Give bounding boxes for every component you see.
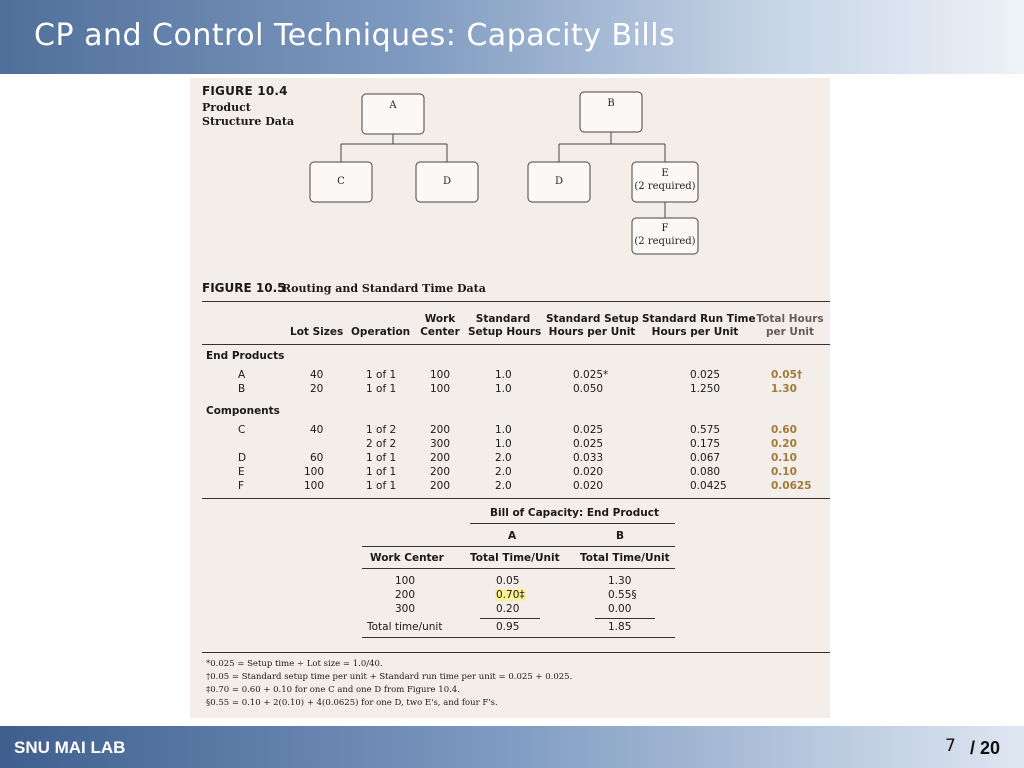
product-structure-diagram — [190, 78, 830, 268]
capacity-bill-header-bottom-rule — [362, 568, 675, 569]
header-run-time-line-1: Standard Run Time — [642, 313, 756, 325]
capacity-bill-header-work-center: Work Center — [370, 552, 444, 564]
cell-total-hours: 0.10 — [771, 452, 797, 464]
cell-run-time: 0.575 — [690, 424, 721, 436]
header-total-hours — [752, 313, 828, 339]
cell-lot-size: 100 — [304, 480, 325, 492]
cell-work-center: 200 — [430, 480, 451, 492]
capacity-bill-col-b: B — [616, 530, 625, 542]
cell-lot-size: 100 — [304, 466, 325, 478]
footnote-1: *0.025 = Setup time ÷ Lot size = 1.0/40. — [206, 659, 383, 669]
node-e-note: (2 required) — [634, 181, 696, 192]
node-d-right-label: D — [554, 176, 564, 187]
node-a-label: A — [389, 100, 397, 111]
cell-setup-hours: 2.0 — [495, 480, 512, 492]
cell-lot-size: 20 — [310, 383, 324, 395]
cell-work-center: 100 — [430, 383, 451, 395]
footer-lab-name: SNU MAI LAB — [14, 738, 126, 757]
cell-setup-hours: 2.0 — [495, 466, 512, 478]
cell-total-hours: 0.0625 — [771, 480, 812, 492]
header-setup-hours-line-2: Setup Hours — [468, 326, 542, 338]
figure-10-4-caption-line-2: Structure Data — [202, 115, 295, 128]
cell-operation: 1 of 2 — [366, 424, 397, 436]
capacity-cell-b: 0.00 — [608, 603, 632, 615]
page-total: / 20 — [970, 738, 1001, 758]
cell-setup-per-unit: 0.025 — [573, 424, 604, 436]
cell-run-time: 0.0425 — [690, 480, 727, 492]
capacity-cell-work-center: 200 — [395, 589, 416, 601]
cell-operation: 1 of 1 — [366, 480, 397, 492]
cell-setup-hours: 2.0 — [495, 452, 512, 464]
cell-operation: 1 of 1 — [366, 452, 397, 464]
capacity-sum-rule-b — [595, 618, 655, 619]
cell-setup-per-unit: 0.025 — [573, 438, 604, 450]
cell-work-center: 200 — [430, 424, 451, 436]
footnote-2: †0.05 = Standard setup time per unit + Standard run time per unit = 0.025 + 0.025. — [206, 672, 573, 682]
node-b-label: B — [607, 98, 615, 109]
cell-setup-hours: 1.0 — [495, 369, 512, 381]
figure-10-4-label: FIGURE 10.4 — [202, 84, 288, 98]
footnote-4: §0.55 = 0.10 + 2(0.10) + 4(0.0625) for one D, two E's, and four F's. — [206, 698, 498, 708]
cell-setup-per-unit: 0.025* — [573, 369, 609, 381]
header-setup-hours — [468, 313, 542, 339]
cell-work-center: 300 — [430, 438, 451, 450]
capacity-cell-b: 1.30 — [608, 575, 632, 587]
scanned-textbook-page — [190, 78, 830, 718]
cell-operation: 2 of 2 — [366, 438, 397, 450]
cell-setup-hours: 1.0 — [495, 424, 512, 436]
cell-operation: 1 of 1 — [366, 383, 397, 395]
capacity-bill-title-rule — [470, 523, 675, 524]
capacity-total-label: Total time/unit — [367, 621, 443, 633]
capacity-cell-work-center: 100 — [395, 575, 416, 587]
page-number: 7 — [945, 736, 956, 756]
cell-run-time: 1.250 — [690, 383, 721, 395]
cell-item: E — [238, 466, 245, 478]
slide-title: CP and Control Techniques: Capacity Bills — [34, 18, 676, 53]
header-total-hours-line-1: Total Hours — [756, 313, 824, 325]
cell-item: D — [238, 452, 247, 464]
cell-item: F — [238, 480, 245, 492]
header-run-time — [642, 313, 756, 339]
capacity-total-b: 1.85 — [608, 621, 632, 633]
cell-lot-size: 60 — [310, 452, 324, 464]
cell-run-time: 0.025 — [690, 369, 721, 381]
figure-10-4-caption-line-1: Product — [202, 101, 251, 114]
cell-operation: 1 of 1 — [366, 369, 397, 381]
cell-setup-per-unit: 0.050 — [573, 383, 604, 395]
header-run-time-line-2: Hours per Unit — [651, 326, 739, 338]
footnote-3: ‡0.70 = 0.60 + 0.10 for one C and one D from Figure 10.4. — [206, 685, 460, 695]
cell-lot-size: 40 — [310, 369, 324, 381]
header-setup-per-unit-line-2: Hours per Unit — [548, 326, 636, 338]
node-d-left-label: D — [442, 176, 452, 187]
header-work-center-line-2: Center — [420, 326, 460, 338]
capacity-cell-a: 0.70‡ — [496, 589, 525, 601]
cell-total-hours: 0.20 — [771, 438, 797, 450]
section-components: Components — [206, 405, 280, 417]
header-setup-hours-line-1: Standard — [475, 313, 531, 325]
capacity-total-a: 0.95 — [496, 621, 520, 633]
node-f-note: (2 required) — [634, 236, 696, 247]
header-lot-sizes: Lot Sizes — [290, 326, 344, 338]
capacity-bill-head-rule — [362, 546, 675, 547]
header-work-center-line-1: Work — [424, 313, 456, 325]
cell-item: B — [238, 383, 246, 395]
cell-total-hours: 1.30 — [771, 383, 797, 395]
header-bottom-rule — [202, 344, 830, 345]
table-top-rule — [202, 301, 830, 302]
capacity-sum-rule-a — [480, 618, 540, 619]
cell-total-hours: 0.10 — [771, 466, 797, 478]
cell-operation: 1 of 1 — [366, 466, 397, 478]
cell-work-center: 200 — [430, 452, 451, 464]
capacity-bill-header-time-b: Total Time/Unit — [580, 552, 670, 564]
cell-item: C — [238, 424, 246, 436]
cell-item: A — [238, 369, 246, 381]
cell-total-hours: 0.60 — [771, 424, 797, 436]
cell-work-center: 200 — [430, 466, 451, 478]
capacity-bill-col-a: A — [508, 530, 517, 542]
cell-total-hours: 0.05† — [771, 369, 803, 381]
cell-setup-per-unit: 0.020 — [573, 480, 604, 492]
figure-10-5-caption: Routing and Standard Time Data — [282, 282, 486, 295]
header-total-hours-line-2: per Unit — [765, 326, 815, 338]
cell-setup-hours: 1.0 — [495, 383, 512, 395]
capacity-bill-header-time-a: Total Time/Unit — [470, 552, 560, 564]
capacity-cell-a: 0.20 — [496, 603, 520, 615]
header-operation: Operation — [351, 326, 411, 338]
capacity-cell-a: 0.05 — [496, 575, 520, 587]
cell-run-time: 0.080 — [690, 466, 721, 478]
node-f-label: F — [661, 223, 669, 234]
capacity-cell-work-center: 300 — [395, 603, 416, 615]
cell-setup-per-unit: 0.020 — [573, 466, 604, 478]
section-end-products: End Products — [206, 350, 285, 362]
table-bottom-rule — [202, 498, 830, 499]
header-setup-per-unit — [546, 313, 638, 339]
header-work-center — [418, 313, 462, 339]
title-bar — [0, 0, 1024, 74]
node-e-label: E — [661, 168, 669, 179]
cell-setup-per-unit: 0.033 — [573, 452, 604, 464]
header-setup-per-unit-line-1: Standard Setup — [546, 313, 639, 325]
cell-work-center: 100 — [430, 369, 451, 381]
capacity-cell-b: 0.55§ — [608, 589, 637, 601]
footer-bar — [0, 726, 1024, 768]
cell-lot-size: 40 — [310, 424, 324, 436]
capacity-bill-bottom-rule — [362, 637, 675, 638]
cell-setup-hours: 1.0 — [495, 438, 512, 450]
node-c-label: C — [337, 176, 345, 187]
cell-run-time: 0.067 — [690, 452, 721, 464]
footnote-rule — [202, 652, 830, 653]
figure-10-5-label: FIGURE 10.5 — [202, 281, 286, 295]
capacity-bill-title: Bill of Capacity: End Product — [490, 507, 659, 519]
cell-run-time: 0.175 — [690, 438, 721, 450]
